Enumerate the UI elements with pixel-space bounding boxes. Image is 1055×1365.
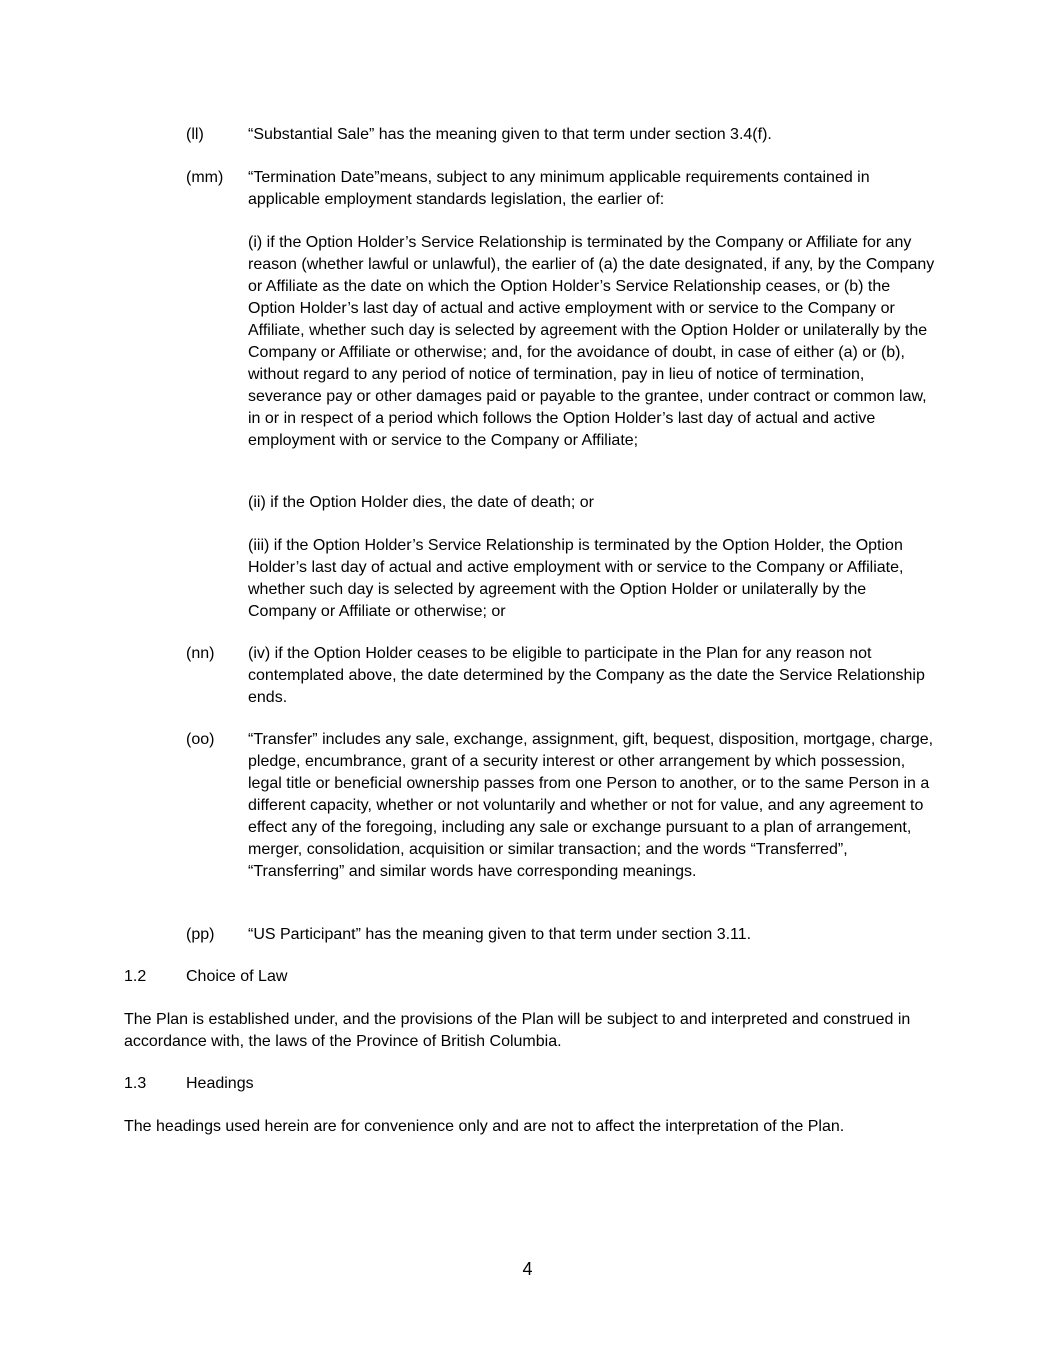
definition-label: (ll) <box>186 126 204 143</box>
section-heading-choice-of-law <box>124 966 287 988</box>
page-number: 4 <box>522 1259 533 1279</box>
subclause-iii: (iii) if the Option Holder’s Service Relationship is terminated by the Option Holder, the Option Holder’s last day of actual and active employment with or service to the Company or Affiliate, whether such day is selected by agreement with the Option Holder or unilaterally by the Company or Affiliate or otherwise; or <box>248 537 904 620</box>
definition-label: (nn) <box>186 645 215 662</box>
subclause-i: (i) if the Option Holder’s Service Relationship is terminated by the Company or Affiliate for any reason (whether lawful or unlawful), the earlier of (a) the date designated, if any, by the Company or Affiliate as the date on which the Option Holder’s Service Relationship ceases, or (b) the Option Holder’s last day of actual and active employment with or service to the Company or Affiliate, whether such day is selected by agreement with the Option Holder or unilaterally by the Company or Affiliate or otherwise; and, for the avoidance of doubt, in case of either (a) or (b), without regard to any period of notice of termination, pay in lieu of notice of termination, severance pay or other damages paid or payable to the grantee, under contract or common law, in or in respect of a period which follows the Option Holder’s last day of actual and active employment with or service to the Company or Affiliate; <box>248 234 935 449</box>
definition-label: (mm) <box>186 169 224 186</box>
section-title: Choice of Law <box>186 968 288 985</box>
section-number: 1.2 <box>124 968 147 985</box>
section-body-choice-of-law: The Plan is established under, and the provisions of the Plan will be subject to and interpreted and construed in accordance with, the laws of the Province of British Columbia. <box>124 1011 911 1050</box>
definition-text: (iv) if the Option Holder ceases to be eligible to participate in the Plan for any reason not contemplated above, the date determined by the Company as the date the Service Relationship ends. <box>248 645 925 706</box>
definition-text: “Termination Date”means, subject to any minimum applicable requirements contained in applicable employment standards legislation, the earlier of: <box>248 169 870 208</box>
definition-label: (pp) <box>186 926 215 943</box>
definition-text: “Substantial Sale” has the meaning given to that term under section 3.4(f). <box>248 126 772 143</box>
section-number: 1.3 <box>124 1075 147 1092</box>
definition-text: “Transfer” includes any sale, exchange, assignment, gift, bequest, disposition, mortgage, charge, pledge, encumbrance, grant of a security interest or other arrangement by which possession, legal title or beneficial ownership passes from one Person to another, or to the same Person in a different capacity, whether or not voluntarily and whether or not for value, and any agreement to effect any of the foregoing, including any sale or exchange pursuant to a plan of arrangement, merger, consolidation, acquisition or similar transaction; and the words “Transferred”, “Transferring” and similar words have corresponding meanings. <box>248 731 934 880</box>
definition-text: “US Participant” has the meaning given to that term under section 3.11. <box>248 926 752 943</box>
section-heading-headings <box>124 1073 254 1095</box>
section-title: Headings <box>186 1075 254 1092</box>
section-body-headings: The headings used herein are for convenience only and are not to affect the interpretation of the Plan. <box>124 1118 845 1135</box>
definition-label: (oo) <box>186 731 215 748</box>
subclause-ii: (ii) if the Option Holder dies, the date of death; or <box>248 494 594 511</box>
